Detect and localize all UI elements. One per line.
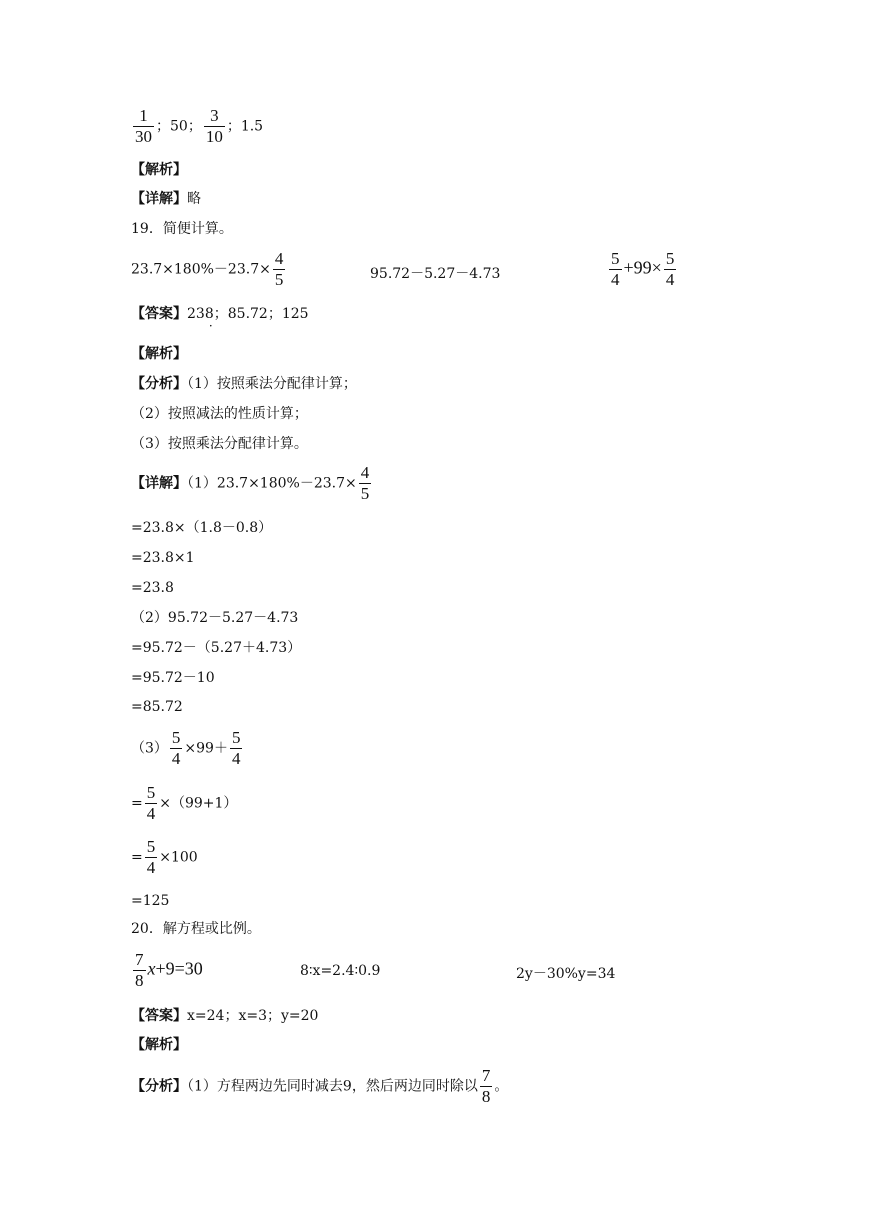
fraction: $\frac{4}{5}$ [360, 463, 370, 503]
step-line: =23.8 [131, 580, 174, 596]
analysis-line: （3）按照乘法分配律计算。 [131, 436, 308, 452]
problem-19-2: 95.72－5.27－4.73 [370, 266, 501, 282]
step-line: =23.8×（1.8－0.8） [131, 520, 273, 536]
analysis-heading: 【解析】 [131, 346, 187, 362]
answer-text: ；50； [156, 118, 202, 135]
question-19-title: 19．简便计算。 [131, 221, 233, 237]
analysis-line: （2）按照减法的性质计算； [131, 406, 308, 422]
fraction: $\frac{7}{8}$ [135, 950, 144, 990]
question-20-title: 20．解方程或比例。 [131, 921, 261, 937]
problem-19-1: 23.7×180%－23.7× $\frac{4}{5}$ [131, 249, 284, 289]
answer-text: ；1.5 [226, 118, 264, 135]
answer-line: 【答案】x=24；x=3；y=20 [131, 1008, 319, 1024]
fraction: $\frac{5}{4}$ [231, 728, 241, 768]
detail-line: 【详解】略 [131, 191, 201, 207]
analysis-line: 【分析】（1）方程两边先同时减去9，然后两边同时除以 $\frac{7}{8}$ 。 [131, 1066, 509, 1106]
previous-answer-line [131, 106, 263, 147]
fraction: $\frac{1}{30}$ [135, 106, 152, 146]
fraction: $\frac{7}{8}$ [481, 1066, 491, 1106]
step-line: = $\frac{5}{4}$ ×（99+1） [131, 783, 238, 823]
recurring-dot: · [208, 319, 213, 333]
fraction: $\frac{5}{4}$ [146, 783, 156, 823]
problem-20-3: 2y－30%y=34 [516, 966, 616, 982]
step-line: =95.72－（5.27＋4.73） [131, 640, 302, 656]
fraction: $\frac{5}{4}$ [611, 249, 620, 289]
analysis-line: 【分析】（1）按照乘法分配律计算； [131, 376, 357, 392]
step-line: =95.72－10 [131, 670, 215, 686]
problem-20-1: $\frac{7}{8}$ x+9=30 [135, 950, 203, 990]
step-line: = $\frac{5}{4}$ ×100 [131, 837, 198, 877]
step-line: （3） $\frac{5}{4}$ ×99＋ $\frac{5}{4}$ [131, 728, 241, 768]
problem-19-3: $\frac{5}{4}$ +99× $\frac{5}{4}$ [611, 249, 675, 289]
analysis-heading: 【解析】 [131, 1037, 187, 1053]
step-line: =23.8×1 [131, 550, 195, 566]
analysis-heading: 【解析】 [131, 162, 187, 178]
step-line: =125 [131, 893, 170, 909]
step-line: （2）95.72－5.27－4.73 [131, 610, 299, 626]
step-line: =85.72 [131, 699, 183, 715]
fraction: $\frac{5}{4}$ [171, 728, 181, 768]
fraction: $\frac{4}{5}$ [274, 249, 284, 289]
fraction: $\frac{5}{4}$ [665, 249, 675, 289]
answer-line: 【答案】238 · ；85.72；125 [131, 306, 309, 333]
problem-20-2: 8∶x=2.4∶0.9 [300, 963, 381, 979]
detail-line: 【详解】（1）23.7×180%－23.7× $\frac{4}{5}$ [131, 463, 370, 503]
fraction: $\frac{5}{4}$ [146, 837, 156, 877]
fraction: $\frac{3}{10}$ [205, 106, 223, 146]
